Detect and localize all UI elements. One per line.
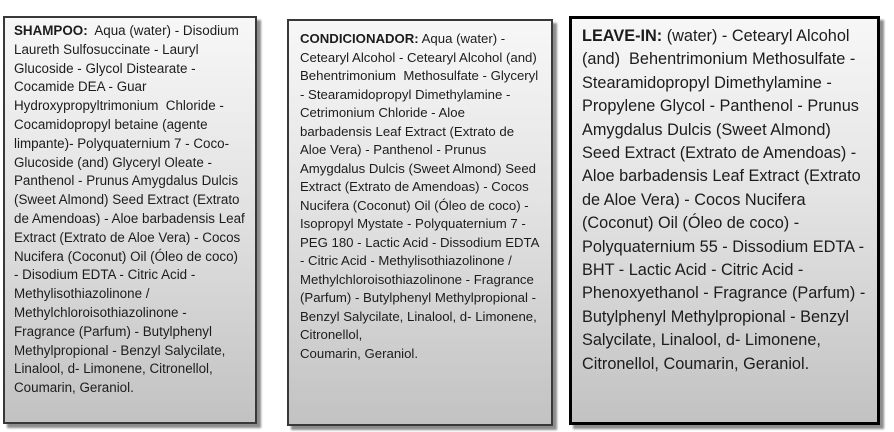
ingredient-card-shampoo — [3, 16, 257, 424]
card-title-shampoo: SHAMPOO: — [14, 23, 88, 38]
ingredient-card-leave-in — [569, 16, 880, 425]
ingredients-text-condicionador-extra: Coumarin, Geraniol. — [300, 345, 419, 361]
ingredient-paragraph — [300, 30, 545, 345]
card-title-condicionador: CONDICIONADOR: — [300, 31, 419, 46]
ingredient-paragraph — [14, 22, 249, 398]
card-title-leave-in: LEAVE-IN: — [582, 27, 663, 45]
ingredient-paragraph — [582, 25, 870, 376]
ingredients-text-shampoo: Aqua (water) - Disodium Laureth Sulfosuccinate - Lauryl Glucoside - Glycol Distearate - Cocamide DEA - Guar Hydroxypropyltrimonium Chloride - Cocamidopropyl betaine (agente limpante)- Polyquaternium 7 - Coco-Glucoside (and) Glyceryl Oleate - Panthenol - Prunus Amygdalus Dulcis (Sweet Almond) Seed Extract (Extrato de Amendoas) - Aloe barbadensis Leaf Extract (Extrato de Aloe Vera) - Cocos Nucifera (Coconut) Oil (Óleo de coco) - Disodium EDTA - Citric Acid - Methylisothiazolinone / Methylchloroisothiazolinone - Fragrance (Parfum) - Butylphenyl Methylpropional - Benzyl Salycilate, Linalool, d- Limonene, Citronellol, Coumarin, Geraniol. — [14, 23, 249, 396]
ingredient-card-condicionador — [287, 19, 553, 426]
ingredients-text-condicionador: Aqua (water) - Cetearyl Alcohol - Cetearyl Alcohol (and) Behentrimonium Methosulfate - Glyceryl - Stearamidopropyl Dimethylamine - Cetrimonium Chloride - Aloe barbadensis Leaf Extract (Extrato de Aloe Vera) - Panthenol - Prunus Amygdalus Dulcis (Sweet Almond) Seed Extract (Extrato de Amendoas) - Cocos Nucifera (Coconut) Oil (Óleo de coco) - Isopropyl Mystate - Polyquaternium 7 - PEG 180 - Lactic Acid - Dissodium EDTA - Citric Acid - Methylisothiazolinone / Methylchloroisothiazolinone - Fragrance (Parfum) - Butylphenyl Methylpropional - Benzyl Salycilate, Linalool, d- Limonene, Citronellol, — [300, 31, 545, 342]
ingredients-text-leave-in: (water) - Cetearyl Alcohol (and) Behentrimonium Methosulfate - Stearamidopropyl Dimethylamine - Propylene Glycol - Panthenol - Prunus Amygdalus Dulcis (Sweet Almond) Seed Extract (Extrato de Amendoas) - Aloe barbadensis Leaf Extract (Extrato de Aloe Vera) - Cocos Nucifera (Coconut) Oil (Óleo de coco) - Polyquaternium 55 - Dissodium EDTA - BHT - Lactic Acid - Citric Acid - Phenoxyethanol - Fragrance (Parfum) - Butylphenyl Methylpropional - Benzyl Salycilate, Linalool, d- Limonene, Citronellol, Coumarin, Geraniol. — [582, 27, 870, 373]
